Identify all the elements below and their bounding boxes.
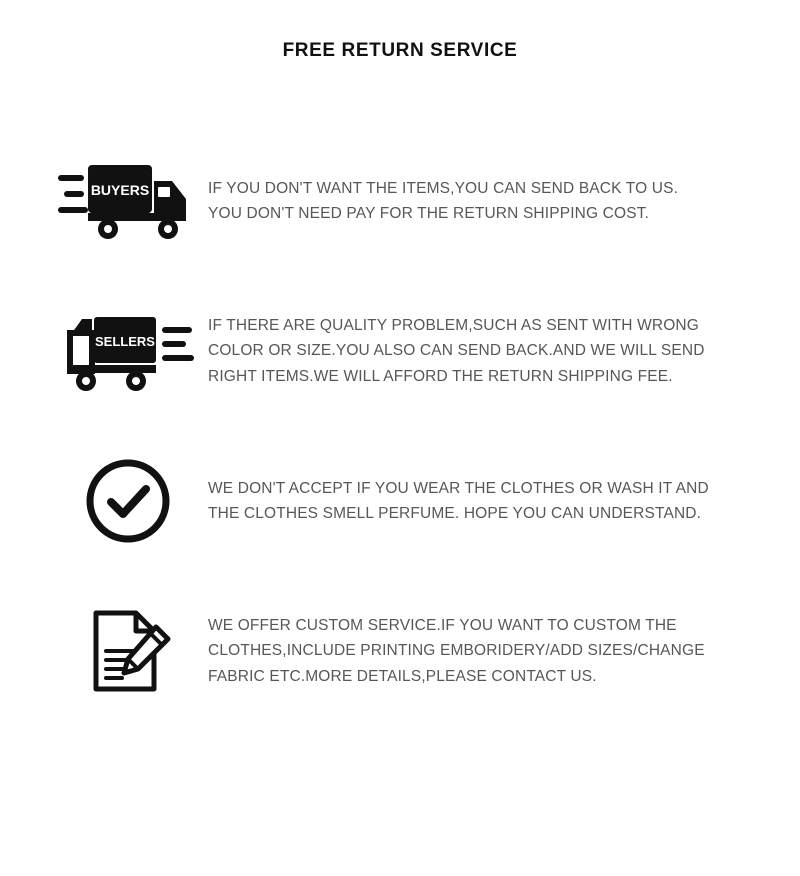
icon-cell <box>48 603 208 699</box>
check-circle-icon <box>85 458 171 544</box>
truck-sellers-icon <box>58 303 198 399</box>
policy-line: FABRIC ETC.MORE DETAILS,PLEASE CONTACT US. <box>208 667 597 685</box>
policy-line: IF YOU DON'T WANT THE ITEMS,YOU CAN SEND BACK TO US. <box>208 179 679 197</box>
policy-sections <box>0 126 800 726</box>
truck-badge-label: BUYERS <box>90 182 150 198</box>
policy-text <box>208 176 770 226</box>
policy-row-condition <box>0 426 800 576</box>
policy-text <box>208 476 770 526</box>
truck-badge-label: SELLERS <box>95 334 155 349</box>
policy-line: THE CLOTHES SMELL PERFUME. HOPE YOU CAN UNDERSTAND. <box>208 505 702 522</box>
policy-row-buyers <box>0 126 800 276</box>
policy-line: CLOTHES,INCLUDE PRINTING EMBORIDERY/ADD SIZES/CHANGE <box>208 642 705 660</box>
policy-line: IF THERE ARE QUALITY PROBLEM,SUCH AS SENT WITH WRONG <box>208 317 699 335</box>
truck-buyers-icon <box>58 153 198 249</box>
policy-line: COLOR OR SIZE.YOU ALSO CAN SEND BACK.AND WE WILL SEND <box>208 342 705 360</box>
icon-cell <box>48 153 208 249</box>
policy-row-sellers <box>0 276 800 426</box>
page-title: FREE RETURN SERVICE <box>282 40 518 61</box>
document-pencil-icon <box>80 603 176 699</box>
icon-cell <box>48 458 208 544</box>
policy-line: WE OFFER CUSTOM SERVICE.IF YOU WANT TO CUSTOM THE <box>208 617 677 635</box>
icon-cell <box>48 303 208 399</box>
policy-row-custom-service <box>0 576 800 726</box>
policy-line: WE DON'T ACCEPT IF YOU WEAR THE CLOTHES OR WASH IT AND <box>208 479 709 497</box>
policy-text <box>208 613 770 688</box>
free-return-service-page <box>0 40 800 876</box>
policy-text <box>208 313 770 388</box>
policy-line: YOU DON'T NEED PAY FOR THE RETURN SHIPPING COST. <box>208 205 650 222</box>
policy-line: RIGHT ITEMS.WE WILL AFFORD THE RETURN SHIPPING FEE. <box>208 367 673 385</box>
